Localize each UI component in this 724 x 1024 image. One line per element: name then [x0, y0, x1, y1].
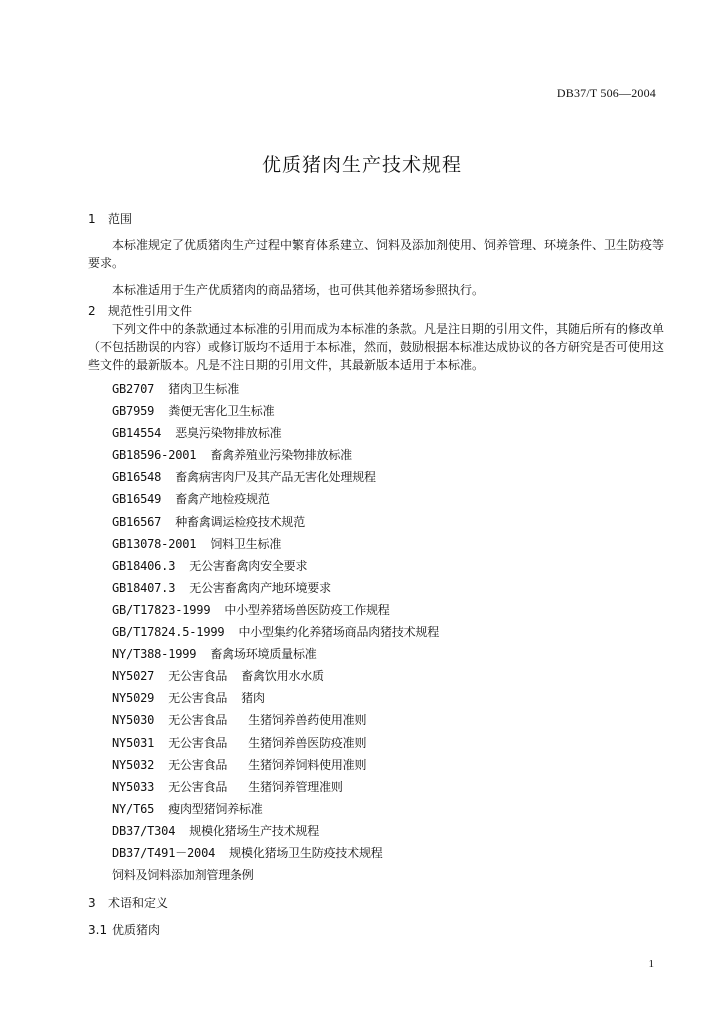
reference-item: GB16567 种畜禽调运检疫技术规范 [112, 514, 306, 529]
reference-item: NY5027 无公害食品 畜禽饮用水水质 [112, 669, 324, 684]
reference-item: 饲料及饲料添加剂管理条例 [112, 868, 254, 883]
reference-item: GB/T17823-1999 中小型养猪场兽医防疫工作规程 [112, 602, 390, 617]
paragraph-text: 本标准规定了优质猪肉生产过程中繁育体系建立、饲料及添加剂使用、饲养管理、环境条件、卫生防疫等要求。 [88, 238, 665, 270]
paragraph-text: 下列文件中的条款通过本标准的引用而成为本标准的条款。凡是注日期的引用文件，其随后所有的修改单（不包括勘误的内容）或修订版均不适用于本标准，然而，鼓励根据本标准达成协议的各方研究是否可使用这些文件的最新版本。凡是不注日期的引用文件，其最新版本适用于本标准。 [88, 322, 665, 372]
reference-item: DB37/T304 规模化猪场生产技术规程 [112, 823, 320, 838]
section-number: 1 [88, 212, 96, 226]
page-number: 1 [648, 958, 654, 970]
reference-item: NY5029 无公害食品 猪肉 [112, 691, 265, 706]
section-number: 2 [88, 304, 96, 318]
section-title: 优质猪肉 [112, 923, 161, 937]
reference-item: GB2707 猪肉卫生标准 [112, 382, 239, 396]
section-title: 术语和定义 [108, 896, 169, 910]
reference-item: NY5030 无公害食品 生猪饲养兽药使用准则 [112, 713, 367, 728]
reference-item: NY5031 无公害食品 生猪饲养兽医防疫准则 [112, 735, 367, 750]
section-title: 规范性引用文件 [108, 304, 193, 318]
section-1-heading [88, 210, 132, 227]
reference-item: NY/T388-1999 畜禽场环境质量标准 [112, 647, 317, 662]
reference-item: GB18406.3 无公害畜禽肉安全要求 [112, 558, 308, 573]
section-number: 3.1 [88, 923, 108, 937]
section-title: 范围 [108, 212, 133, 226]
references-intro-paragraph [88, 320, 666, 374]
section-2-heading [88, 302, 192, 319]
paragraph-text: 本标准适用于生产优质猪肉的商品猪场，也可供其他养猪场参照执行。 [112, 283, 485, 297]
standard-code: DB37/T 506—2004 [556, 86, 656, 100]
reference-item: NY5033 无公害食品 生猪饲养管理准则 [112, 779, 343, 794]
reference-item: GB16549 畜禽产地检疫规范 [112, 492, 270, 507]
normative-references-list [112, 378, 439, 886]
reference-item: GB16548 畜禽病害肉尸及其产品无害化处理规程 [112, 470, 376, 485]
section-number: 3 [88, 896, 96, 910]
reference-item: NY5032 无公害食品 生猪饲养饲料使用准则 [112, 757, 367, 772]
document-title: 优质猪肉生产技术规程 [261, 154, 462, 176]
reference-item: GB7959 粪便无害化卫生标准 [112, 404, 275, 419]
section-3-1-heading [88, 921, 160, 938]
reference-item: GB/T17824.5-1999 中小型集约化养猪场商品肉猪技术规程 [112, 625, 440, 640]
scope-paragraph-1 [88, 236, 666, 272]
reference-item: NY/T65 瘦肉型猪饲养标准 [112, 801, 263, 816]
reference-item: GB14554 恶臭污染物排放标准 [112, 426, 282, 441]
reference-item: DB37/T491－2004 规模化猪场卫生防疫技术规程 [112, 845, 383, 860]
scope-paragraph-2 [88, 281, 666, 299]
section-3-heading [88, 894, 168, 911]
reference-item: GB13078-2001 饲料卫生标准 [112, 536, 282, 551]
reference-item: GB18407.3 无公害畜禽肉产地环境要求 [112, 580, 331, 595]
reference-item: GB18596-2001 畜禽养殖业污染物排放标准 [112, 448, 352, 463]
